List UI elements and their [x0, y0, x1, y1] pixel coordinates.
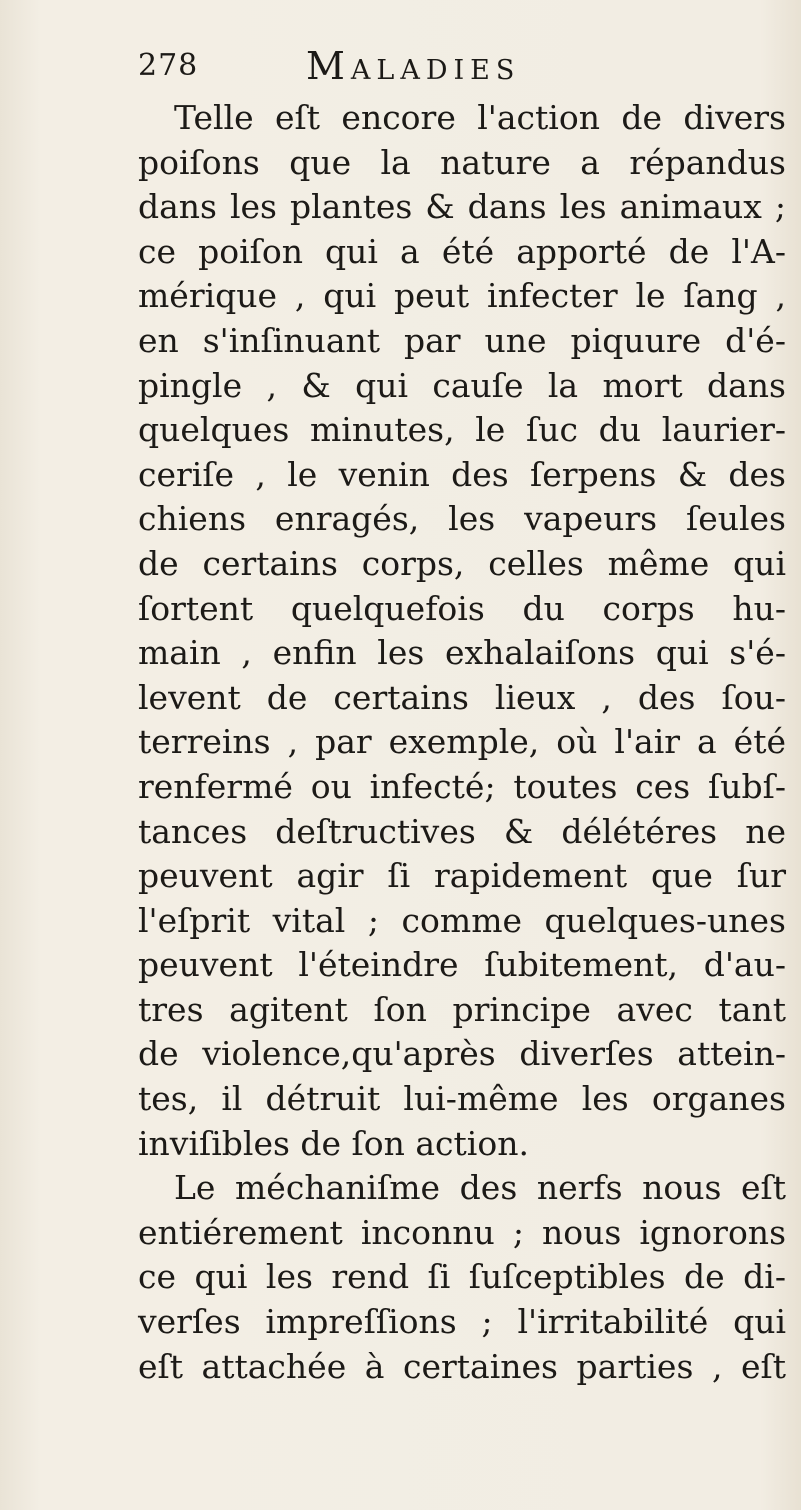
text-line: levent de certains lieux , des ſou- — [138, 677, 786, 717]
text-line: dans les plantes & dans les animaux ; — [138, 187, 786, 227]
text-line: de certains corps, celles même qui — [138, 543, 786, 583]
text-line: renfermé ou infecté; toutes ces ſubſ- — [138, 766, 786, 806]
text-line: inviſibles de ſon action. — [138, 1123, 529, 1163]
text-line: entiérement inconnu ; nous ignorons — [138, 1212, 786, 1252]
running-head: Maladies — [306, 44, 521, 88]
text-line: ce qui les rend ſi ſuſceptibles de di- — [138, 1257, 786, 1297]
text-line: mérique , qui peut infecter le ſang , — [138, 276, 786, 316]
text-line: de violence,qu'après diverſes attein- — [138, 1034, 786, 1074]
text-line: ſortent quelquefois du corps hu- — [138, 588, 786, 628]
text-line: Telle eſt encore l'action de divers — [174, 98, 786, 137]
text-line: eſt attachée à certaines parties , eſt — [138, 1346, 786, 1386]
text-line: chiens enragés, les vapeurs ſeules — [138, 499, 786, 539]
body-text — [138, 96, 786, 1389]
text-line: l'eſprit vital ; comme quelques-unes — [138, 900, 786, 940]
text-line: tes, il détruit lui-même les organes — [138, 1079, 786, 1119]
text-line: verſes impreſſions ; l'irritabilité qui — [138, 1302, 786, 1342]
text-line: ceriſe , le venin des ſerpens & des — [138, 454, 786, 494]
page-number: 278 — [138, 48, 199, 83]
text-line: en s'inſinuant par une piquure d'é- — [138, 320, 786, 360]
text-line: poiſons que la nature a répandus — [138, 142, 786, 182]
text-line: quelques minutes, le ſuc du laurier- — [138, 410, 786, 450]
text-line: Le méchaniſme des nerfs nous eſt — [174, 1168, 786, 1208]
text-line: tances deſtructives & délétéres ne — [138, 811, 786, 851]
text-line: peuvent l'éteindre ſubitement, d'au- — [138, 945, 786, 985]
page-header — [138, 44, 698, 90]
text-line: tres agitent ſon principe avec tant — [138, 989, 786, 1029]
text-line: peuvent agir ſi rapidement que ſur — [138, 856, 786, 896]
text-line: terreins , par exemple, où l'air a été — [138, 722, 786, 762]
text-line: pingle , & qui cauſe la mort dans — [138, 365, 786, 405]
text-line: ce poiſon qui a été apporté de l'A- — [138, 231, 786, 271]
text-line: main , enfin les exhalaiſons qui s'é- — [138, 633, 786, 673]
